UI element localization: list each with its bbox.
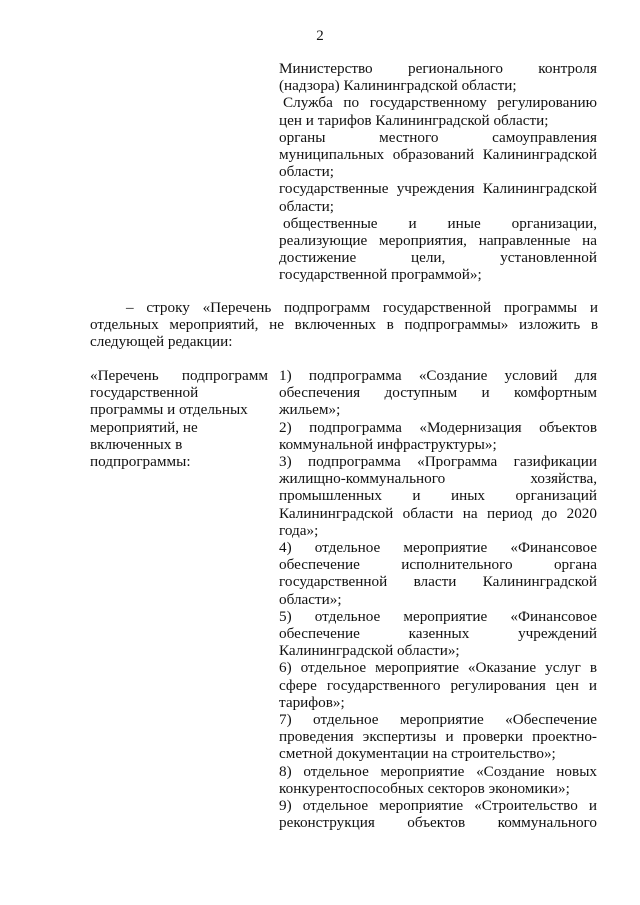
executors-list (279, 60, 597, 284)
subprograms-list (279, 367, 597, 831)
subprogram-item: 2) подпрограмма «Модернизация объектов коммунальной инфраструктуры»; (279, 418, 597, 453)
row-label-line: программы и отдельных (90, 401, 248, 419)
subprogram-item: 4) отдельное мероприятие «Финансовое обеспечение исполнительного органа государственной власти Калининградской области»; (279, 539, 597, 608)
row-label-line: государственной (90, 384, 199, 402)
executor-item: Служба по государственному регулированию цен и тарифов Калининградской области; (279, 94, 597, 129)
subprogram-item: 1) подпрограмма «Создание условий для обеспечения доступным и комфортным жильем»; (279, 367, 597, 419)
subprogram-item: 3) подпрограмма «Программа газификации жилищно-коммунального хозяйства, промышленных и иных организаций Калининградской области на период до 2020 года»; (279, 453, 597, 539)
subprogram-item: 5) отдельное мероприятие «Финансовое обеспечение казенных учреждений Калининградской области»; (279, 607, 597, 660)
subprogram-item: 6) отдельное мероприятие «Оказание услуг в сфере государственного регулирования цен и тарифов»; (279, 659, 597, 711)
subprogram-item: 7) отдельное мероприятие «Обеспечение проведения экспертизы и проверки проектно-сметной документации на строительство»; (279, 711, 597, 763)
row-label-line: подпрограммы: (90, 453, 191, 471)
subprogram-item: 8) отдельное мероприятие «Создание новых конкурентоспособных секторов экономики»; (279, 762, 597, 797)
executor-item: государственные учреждения Калининградской области; (279, 180, 597, 215)
subprogram-item: 9) отдельное мероприятие «Строительство и реконструкция объектов коммунального (279, 797, 597, 832)
row-label-line: включенных в (90, 435, 183, 453)
executor-item: органы местного самоуправления муниципальных образований Калининградской области; (279, 128, 597, 181)
executor-item: Министерство регионального контроля (надзора) Калининградской области; (279, 60, 597, 95)
page-number: 2 (316, 28, 324, 44)
table-row-label (90, 367, 268, 470)
row-label-line: «Перечень подпрограмм (90, 367, 268, 384)
amendment-instruction: – строку «Перечень подпрограмм государственной программы и отдельных мероприятий, не включенных в подпрограммы» изложить в следующей редакции: (90, 299, 598, 351)
row-label-line: мероприятий, не (90, 418, 198, 436)
executor-item: общественные и иные организации, реализующие мероприятия, направленные на достижение цели, установленной государственной программой»; (279, 214, 597, 284)
